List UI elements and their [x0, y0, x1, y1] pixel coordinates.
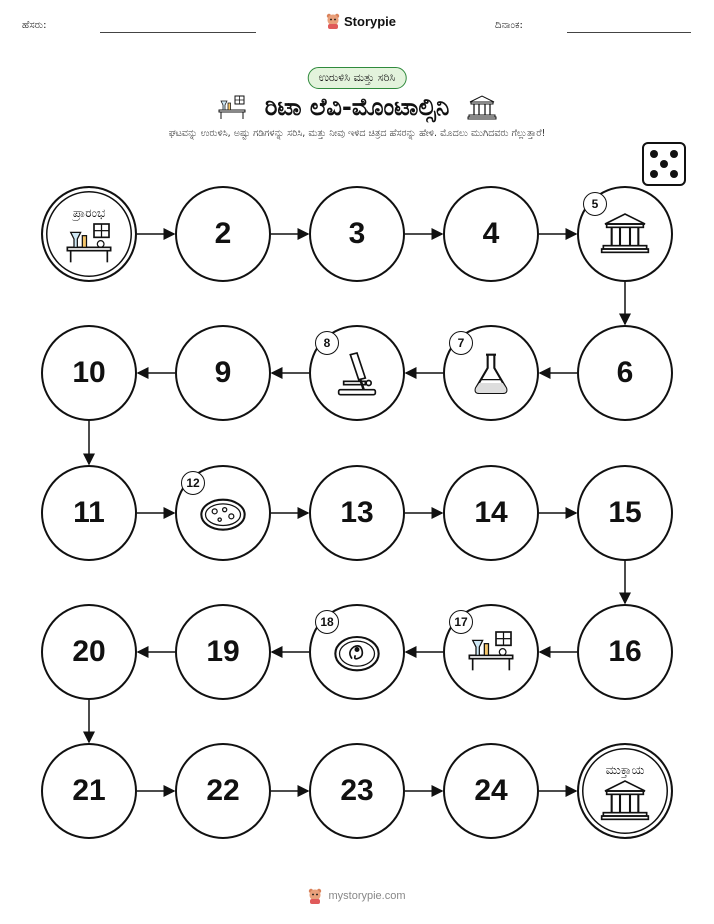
board-space-2	[175, 186, 271, 282]
date-label: ದಿನಾಂಕ:	[495, 20, 523, 31]
lab-desk-icon	[466, 627, 516, 677]
space-number: 23	[340, 774, 374, 807]
footer-url[interactable]: mystorypie.com	[328, 890, 406, 902]
space-number: 19	[206, 635, 240, 668]
board-space-24	[443, 743, 539, 839]
space-number: 21	[72, 774, 106, 807]
board-space-10	[41, 325, 137, 421]
board-space-5	[577, 186, 673, 282]
board-space-11	[41, 465, 137, 561]
space-number: 22	[206, 774, 240, 807]
board-space-6	[577, 325, 673, 421]
space-number-badge: 12	[181, 471, 205, 495]
brand-name: Storypie	[344, 13, 397, 29]
board-space-14	[443, 465, 539, 561]
petri-dish-icon	[198, 488, 248, 538]
space-number-badge: 7	[449, 331, 473, 355]
board-space-18	[309, 604, 405, 700]
board-space-9	[175, 325, 271, 421]
board-space-13	[309, 465, 405, 561]
space-number: 4	[482, 217, 500, 250]
board-space-17	[443, 604, 539, 700]
board-space-8	[309, 325, 405, 421]
board-space-20	[41, 604, 137, 700]
board-space-21	[41, 743, 137, 839]
instructions-text: ಘಟವನ್ನು ಉರುಳಿಸಿ, ಅಷ್ಟು ಗಡಿಗಳನ್ನು ಸರಿಸಿ, ಮತ್ತು ನೀವು ಇಳಿದ ಚಿತ್ರದ ಹೆಸರನ್ನು ಹೇಳಿ. ಮೊದಲು ಮುಗಿದವರು ಗೆಲ್ಲುತ್ತಾರೆ!	[168, 128, 546, 139]
microscope-icon	[332, 348, 382, 398]
board-space-22	[175, 743, 271, 839]
space-number-badge: 17	[449, 610, 473, 634]
museum-building-icon	[600, 776, 650, 826]
space-number: 20	[72, 635, 106, 668]
footer	[0, 888, 714, 904]
space-number: 14	[474, 496, 508, 529]
space-number: 13	[340, 496, 374, 529]
space-number-badge: 18	[315, 610, 339, 634]
space-number: 3	[348, 217, 366, 250]
space-number: 11	[73, 496, 105, 529]
board-space-19	[175, 604, 271, 700]
name-label: ಹೆಸರು:	[22, 20, 47, 31]
embryo-dish-icon	[332, 627, 382, 677]
space-number: 2	[214, 217, 232, 250]
board-space-16	[577, 604, 673, 700]
board-space-4	[443, 186, 539, 282]
space-number: 6	[616, 356, 634, 389]
space-number: 16	[608, 635, 642, 668]
space-number: 10	[72, 356, 106, 389]
space-number: 15	[608, 496, 642, 529]
board-space-3	[309, 186, 405, 282]
museum-building-icon	[600, 209, 650, 259]
space-number: 9	[214, 356, 232, 389]
space-number-badge: 5	[583, 192, 607, 216]
lab-desk-icon	[64, 219, 114, 269]
board-space-23	[309, 743, 405, 839]
game-type-pill: ಉರುಳಿಸಿ ಮತ್ತು ಸರಿಸಿ	[308, 67, 407, 89]
board-space-1	[41, 186, 137, 282]
board-space-7	[443, 325, 539, 421]
start-label: ಪ್ರಾರಂಭ	[72, 206, 106, 220]
bear-mascot-icon	[308, 888, 322, 904]
board-space-15	[577, 465, 673, 561]
finish-label: ಮುಕ್ತಾಯ	[605, 763, 645, 777]
flask-icon	[466, 348, 516, 398]
board-space-12	[175, 465, 271, 561]
board-space-25	[577, 743, 673, 839]
page-title: ರಿಟಾ ಲೆವಿ-ಮೊಂಟಾಲ್ಸಿನಿ	[264, 93, 450, 121]
space-number-badge: 8	[315, 331, 339, 355]
space-number: 24	[474, 774, 508, 807]
